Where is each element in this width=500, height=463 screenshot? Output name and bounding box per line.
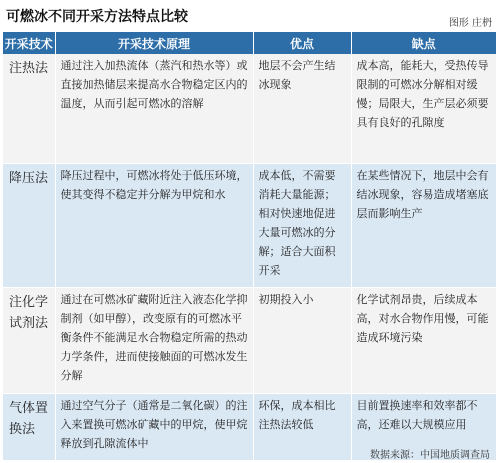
page-title: 可燃冰不同开采方法特点比较 — [6, 9, 188, 25]
cons-cell: 成本高，能耗大，受热传导限制的可燃冰分解相对缓慢；局限大，生产层必须要具有良好的孔隙度 — [351, 54, 496, 163]
principle-cell: 通过在可燃冰矿藏附近注入液态化学抑制剂（如甲醇），改变原有的可燃冰平衡条件不能满足水合物稳定所需的热动力学条件，进而使接触面的可燃冰发生分解 — [55, 287, 253, 393]
pros-cell: 环保，成本相比注热法较低 — [253, 393, 351, 460]
column-header-method: 开采技术 — [3, 32, 55, 54]
graphic-credit: 图形 庄枬 — [448, 18, 492, 29]
table-row — [3, 163, 496, 287]
cons-cell: 化学试剂昂贵，后续成本高，对水合物作用慢，可能造成环境污染 — [351, 287, 496, 393]
method-cell: 注化学试剂法 — [3, 287, 55, 393]
cons-cell: 目前置换速率和效率都不高，还难以大规模应用 — [351, 393, 496, 460]
principle-cell: 通过空气分子（通常是二氧化碳）的注入来置换可燃冰矿藏中的甲烷，使甲烷释放到孔隙流体中 — [55, 393, 253, 460]
data-source: 数据来源：中国地质调查局 — [370, 450, 490, 461]
method-cell: 降压法 — [3, 163, 55, 287]
column-header-principle: 开采技术原理 — [55, 32, 253, 54]
comparison-table — [3, 32, 496, 461]
cons-cell: 在某些情况下，地层中会有结冰现象，容易造成堵塞底层而影响生产 — [351, 163, 496, 287]
method-cell: 气体置换法 — [3, 393, 55, 460]
pros-cell: 初期投入小 — [253, 287, 351, 393]
method-cell: 注热法 — [3, 54, 55, 163]
table-row — [3, 54, 496, 163]
header — [0, 0, 500, 32]
column-header-cons: 缺点 — [351, 32, 496, 54]
pros-cell: 地层不会产生结冰现象 — [253, 54, 351, 163]
principle-cell: 降压过程中，可燃冰将处于低压环境，使其变得不稳定并分解为甲烷和水 — [55, 163, 253, 287]
table-header-row — [3, 32, 496, 54]
pros-cell: 成本低，不需要消耗大量能源；相对快速地促进大量可燃冰的分解；适合大面积开采 — [253, 163, 351, 287]
comparison-table-wrapper — [3, 32, 496, 461]
table-row — [3, 287, 496, 393]
column-header-pros: 优点 — [253, 32, 351, 54]
principle-cell: 通过注入加热流体（蒸汽和热水等）或直接加热储层来提高水合物稳定区内的温度，从而引起可燃冰的溶解 — [55, 54, 253, 163]
